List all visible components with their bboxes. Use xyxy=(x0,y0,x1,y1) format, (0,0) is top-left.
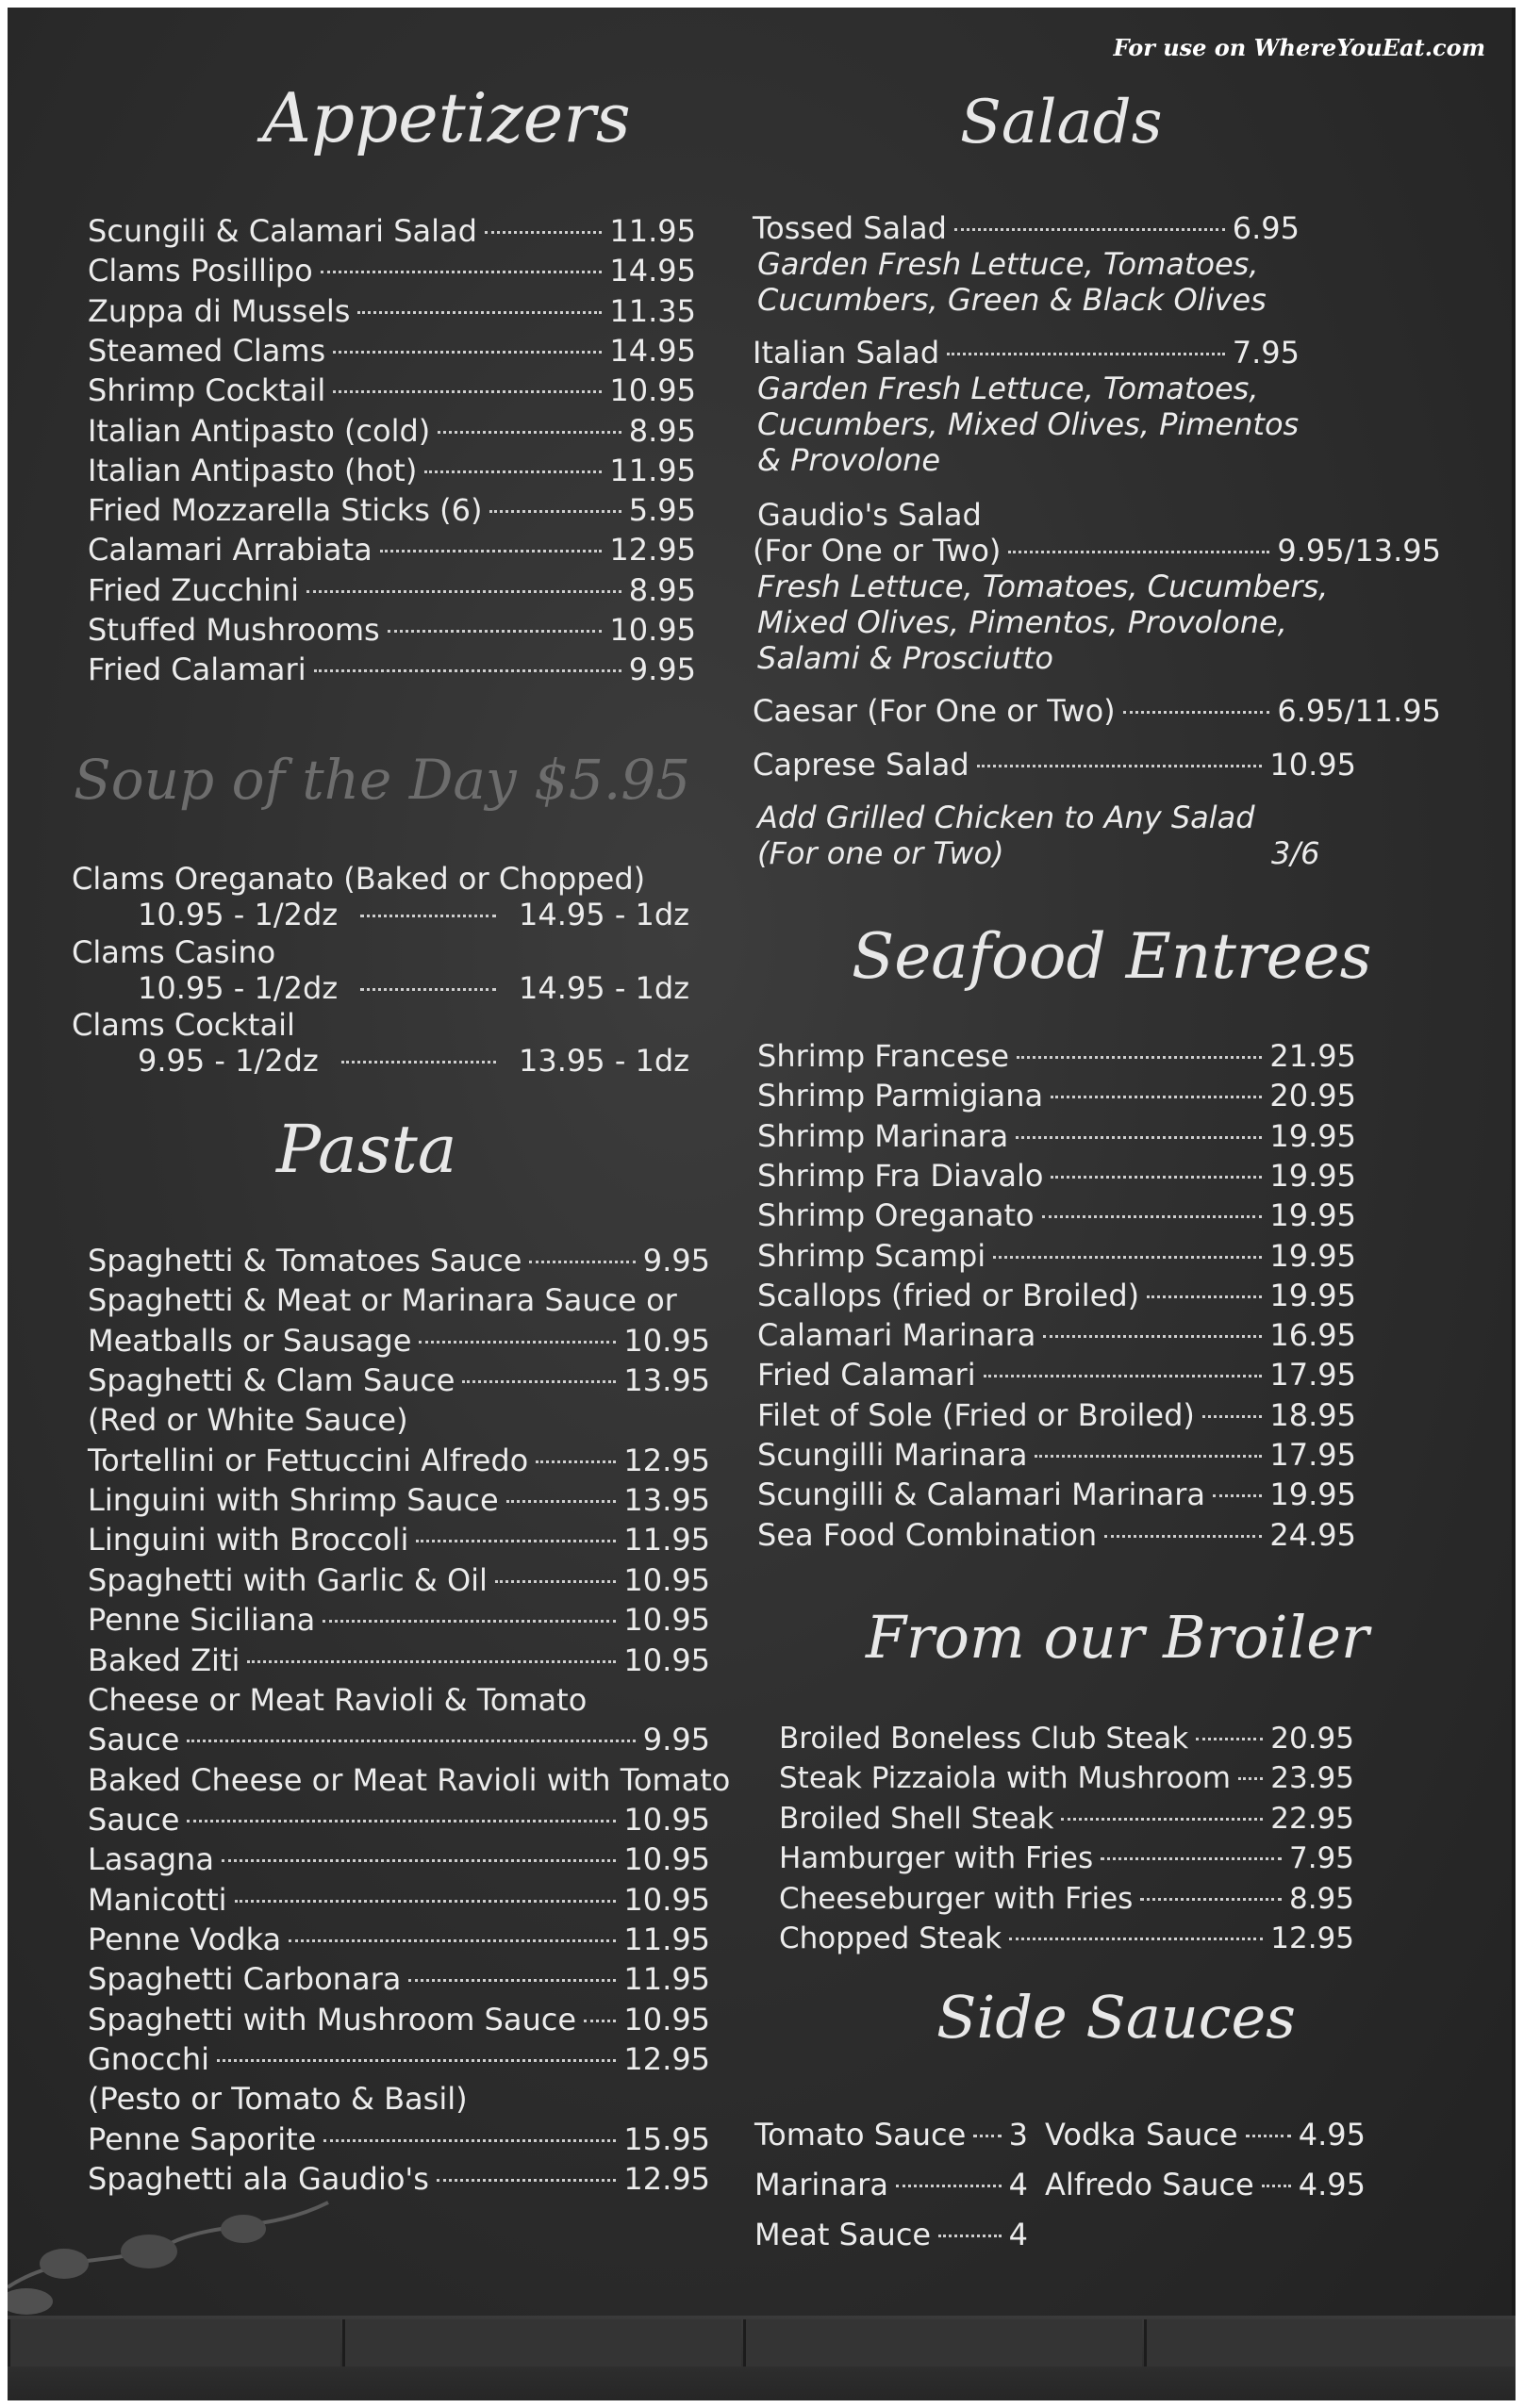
item-name: Broiled Shell Steak xyxy=(779,1801,1054,1836)
item-name: Stuffed Mushrooms xyxy=(88,612,380,648)
item-price: 17.95 xyxy=(1269,1357,1356,1394)
sauce-item xyxy=(754,2167,1028,2204)
item-price: 7.95 xyxy=(1232,335,1300,371)
item-price: 7.95 xyxy=(1288,1841,1354,1876)
salad-desc: Garden Fresh Lettuce, Tomatoes, xyxy=(757,371,1259,406)
leader-dots xyxy=(321,271,603,273)
clam-item-name: Clams Cocktail xyxy=(72,1007,295,1043)
appetizer-item xyxy=(88,572,696,610)
pasta-item xyxy=(88,1841,710,1879)
item-name: Shrimp Fra Diavalo xyxy=(757,1157,1044,1194)
leader-dots xyxy=(333,351,602,354)
item-name: Baked Cheese or Meat Ravioli with Tomato xyxy=(88,1761,731,1798)
leader-dots xyxy=(462,1380,616,1383)
leader-dots xyxy=(938,2235,1002,2237)
salad-desc: & Provolone xyxy=(757,442,941,478)
seafood-item xyxy=(757,1278,1356,1315)
item-price: 5.95 xyxy=(628,492,696,529)
leader-dots xyxy=(1017,1056,1262,1059)
pasta-item xyxy=(88,1362,710,1400)
appetizers-heading: Appetizers xyxy=(262,78,631,157)
seafood-item xyxy=(757,1397,1356,1435)
appetizer-item xyxy=(88,453,696,490)
pasta-item xyxy=(88,1921,710,1959)
item-price: 6.95 xyxy=(1232,210,1300,246)
item-price: 12.95 xyxy=(1270,1921,1354,1955)
pasta-item xyxy=(88,1443,710,1480)
item-name: Scallops (fried or Broiled) xyxy=(757,1277,1140,1313)
pasta-item xyxy=(88,1243,710,1280)
half-dozen-price: 9.95 - 1/2dz xyxy=(138,1043,319,1079)
leader-dots xyxy=(1101,1857,1282,1860)
item-name: Shrimp Parmigiana xyxy=(757,1078,1044,1114)
leader-dots xyxy=(993,1256,1262,1259)
seafood-item xyxy=(757,1517,1356,1555)
item-price: 6.95/11.95 xyxy=(1277,693,1441,729)
salad-desc: Mixed Olives, Pimentos, Provolone, xyxy=(757,604,1287,640)
leader-dots xyxy=(416,1540,616,1542)
item-name: Tomato Sauce xyxy=(754,2117,967,2152)
ivy-decoration-icon xyxy=(8,2146,347,2316)
item-name: Cheese or Meat Ravioli & Tomato xyxy=(88,1681,588,1718)
pasta-item xyxy=(88,1961,710,1999)
item-name: (For One or Two) xyxy=(753,533,1002,569)
item-name: Cheeseburger with Fries xyxy=(779,1881,1134,1916)
appetizer-item xyxy=(88,651,696,689)
item-price: 10.95 xyxy=(609,372,696,409)
item-price: 15.95 xyxy=(623,2120,710,2157)
item-price: 14.95 xyxy=(609,332,696,369)
salad-caesar xyxy=(753,693,1441,731)
pasta-item xyxy=(88,1482,710,1520)
item-price: 13.95 xyxy=(623,1362,710,1399)
appetizer-item xyxy=(88,213,696,251)
seafood-item xyxy=(757,1437,1356,1475)
broiler-heading: From our Broiler xyxy=(866,1603,1369,1672)
leader-dots xyxy=(323,1620,616,1623)
item-name: Shrimp Scampi xyxy=(757,1237,986,1274)
item-price: 20.95 xyxy=(1270,1722,1354,1756)
item-price: 24.95 xyxy=(1269,1516,1356,1553)
item-name: Sauce xyxy=(88,1722,180,1758)
pasta-item xyxy=(88,1722,710,1759)
item-name: Scungilli & Calamari Marinara xyxy=(757,1476,1206,1513)
appetizer-item xyxy=(88,532,696,569)
leader-dots xyxy=(529,1261,635,1263)
leader-dots xyxy=(536,1460,616,1463)
frame-plank xyxy=(743,2319,1142,2367)
pasta-item xyxy=(88,2081,710,2119)
leader-dots xyxy=(1035,1455,1262,1458)
item-price: 9.95 xyxy=(628,651,696,688)
item-price: 12.95 xyxy=(623,2161,710,2198)
appetizer-item xyxy=(88,253,696,290)
seafood-heading: Seafood Entrees xyxy=(852,920,1372,993)
item-price: 11.35 xyxy=(609,292,696,329)
item-name: Chopped Steak xyxy=(779,1921,1002,1955)
item-name: (Red or White Sauce) xyxy=(88,1402,408,1439)
leader-dots xyxy=(954,228,1225,231)
item-price: 8.95 xyxy=(628,571,696,608)
item-price: 11.95 xyxy=(623,1522,710,1559)
pasta-item xyxy=(88,1323,710,1361)
leader-dots xyxy=(584,2020,616,2022)
seafood-item xyxy=(757,1357,1356,1394)
item-name: Steak Pizzaiola with Mushroom xyxy=(779,1761,1231,1796)
item-price: 21.95 xyxy=(1269,1038,1356,1074)
item-name: Fried Zucchini xyxy=(88,571,300,608)
item-price: 19.95 xyxy=(1269,1237,1356,1274)
dozen-price: 14.95 - 1dz xyxy=(519,897,689,932)
pasta-item xyxy=(88,1602,710,1640)
item-name: Caesar (For One or Two) xyxy=(753,693,1116,729)
item-name: Marinara xyxy=(754,2167,888,2202)
broiler-item xyxy=(779,1921,1354,1959)
chalkboard-frame xyxy=(8,2316,1516,2400)
pasta-item xyxy=(88,2002,710,2039)
salad-desc: Salami & Prosciutto xyxy=(757,640,1053,676)
item-name: Steamed Clams xyxy=(88,332,326,369)
pasta-item xyxy=(88,2041,710,2079)
item-name: Zuppa di Mussels xyxy=(88,292,351,329)
leader-dots xyxy=(506,1500,617,1503)
item-name: Spaghetti with Garlic & Oil xyxy=(88,1561,488,1598)
item-name: Caprese Salad xyxy=(753,747,969,783)
leader-dots xyxy=(1238,1777,1263,1780)
item-price: 13.95 xyxy=(623,1482,710,1519)
seafood-item xyxy=(757,1317,1356,1355)
item-price: 19.95 xyxy=(1269,1476,1356,1513)
leader-dots xyxy=(289,1939,616,1942)
item-name: Spaghetti ala Gaudio's xyxy=(88,2161,429,2198)
item-price: 10.95 xyxy=(623,2001,710,2037)
item-name: Tossed Salad xyxy=(753,210,947,246)
leader-dots xyxy=(408,1979,616,1982)
item-price: 12.95 xyxy=(609,532,696,569)
leader-dots xyxy=(323,2139,616,2142)
item-name: Shrimp Marinara xyxy=(757,1117,1009,1154)
item-name: Italian Salad xyxy=(753,335,940,371)
leader-dots xyxy=(1104,1535,1262,1538)
appetizer-item xyxy=(88,333,696,371)
leader-dots xyxy=(1008,551,1269,553)
item-name: Broiled Boneless Club Steak xyxy=(779,1722,1189,1756)
sauce-item xyxy=(754,2217,1028,2254)
item-price: 11.95 xyxy=(623,1921,710,1957)
pasta-item xyxy=(88,1562,710,1600)
item-price: 11.95 xyxy=(609,213,696,249)
item-price: 18.95 xyxy=(1269,1396,1356,1433)
item-name: Penne Vodka xyxy=(88,1921,282,1957)
leader-dots xyxy=(947,353,1225,355)
salad-desc: Cucumbers, Green & Black Olives xyxy=(757,282,1267,318)
item-name: Italian Antipasto (hot) xyxy=(88,452,418,488)
item-name: Baked Ziti xyxy=(88,1641,240,1678)
item-name: Tortellini or Fettuccini Alfredo xyxy=(88,1442,529,1478)
leader-dots xyxy=(495,1580,616,1583)
salad-addon-sub: (For one or Two) xyxy=(757,835,1004,871)
item-name: Alfredo Sauce xyxy=(1045,2167,1254,2202)
item-name: Shrimp Cocktail xyxy=(88,372,326,409)
leader-dots xyxy=(1016,1136,1262,1139)
item-name: Spaghetti Carbonara xyxy=(88,1961,402,1998)
item-price: 4.95 xyxy=(1298,2117,1366,2152)
sauce-item xyxy=(1045,2117,1366,2154)
salads-heading: Salads xyxy=(960,88,1163,157)
salad-desc: Fresh Lettuce, Tomatoes, Cucumbers, xyxy=(757,569,1329,604)
item-price: 4 xyxy=(1008,2217,1028,2252)
pasta-item xyxy=(88,1522,710,1559)
leader-dots xyxy=(1042,1215,1263,1218)
item-price: 16.95 xyxy=(1269,1317,1356,1354)
item-name: Calamari Marinara xyxy=(757,1317,1036,1354)
seafood-item xyxy=(757,1118,1356,1156)
salad-addon: Add Grilled Chicken to Any Salad xyxy=(757,800,1255,835)
item-price: 8.95 xyxy=(628,412,696,449)
seafood-item xyxy=(757,1158,1356,1196)
sauce-item xyxy=(1045,2167,1366,2204)
item-name: Spaghetti with Mushroom Sauce xyxy=(88,2001,577,2037)
leader-dots xyxy=(1213,1494,1262,1497)
item-price: 14.95 xyxy=(609,253,696,289)
item-name: Filet of Sole (Fried or Broiled) xyxy=(757,1396,1195,1433)
broiler-item xyxy=(779,1761,1354,1799)
item-name: Sea Food Combination xyxy=(757,1516,1098,1553)
leader-dots xyxy=(222,1859,616,1862)
item-price: 10.95 xyxy=(623,1841,710,1878)
item-name: Gnocchi xyxy=(88,2041,210,2077)
dozen-price: 13.95 - 1dz xyxy=(519,1043,689,1079)
item-price: 12.95 xyxy=(623,2041,710,2077)
item-name: Fried Calamari xyxy=(88,651,306,688)
leader-dots xyxy=(360,988,496,991)
leader-dots xyxy=(1061,1818,1263,1821)
item-name: Shrimp Francese xyxy=(757,1038,1010,1074)
item-name: Calamari Arrabiata xyxy=(88,532,373,569)
appetizer-item xyxy=(88,612,696,650)
leader-dots xyxy=(973,2135,1001,2137)
salad-caprese xyxy=(753,747,1356,784)
appetizer-item xyxy=(88,293,696,331)
item-price: 12.95 xyxy=(623,1442,710,1478)
salad-italian xyxy=(753,335,1300,372)
pasta-item xyxy=(88,1882,710,1920)
item-name: Spaghetti & Meat or Marinara Sauce or xyxy=(88,1282,677,1319)
leader-dots xyxy=(1009,1938,1263,1940)
leader-dots xyxy=(424,470,602,473)
item-name: (Pesto or Tomato & Basil) xyxy=(88,2081,468,2118)
item-price: 10.95 xyxy=(623,1322,710,1359)
salad-desc: Cucumbers, Mixed Olives, Pimentos xyxy=(757,406,1300,442)
leader-dots xyxy=(187,1820,616,1822)
clam-prices xyxy=(138,970,689,1008)
dozen-price: 14.95 - 1dz xyxy=(519,969,689,1006)
item-name: Scungili & Calamari Salad xyxy=(88,213,477,249)
item-price: 19.95 xyxy=(1269,1277,1356,1313)
item-price: 4 xyxy=(1008,2167,1028,2202)
leader-dots xyxy=(187,1740,635,1742)
item-price: 10.95 xyxy=(623,1602,710,1639)
leader-dots xyxy=(977,765,1263,767)
item-price: 9.95 xyxy=(642,1722,710,1758)
seafood-item xyxy=(757,1078,1356,1115)
item-price: 11.95 xyxy=(623,1961,710,1998)
leader-dots xyxy=(438,431,621,434)
item-price: 10.95 xyxy=(623,1641,710,1678)
item-name: Manicotti xyxy=(88,1881,227,1918)
leader-dots xyxy=(1196,1738,1263,1740)
frame-plank xyxy=(342,2319,741,2367)
leader-dots xyxy=(388,630,603,633)
item-name: Clams Posillipo xyxy=(88,253,313,289)
leader-dots xyxy=(1262,2185,1291,2187)
pasta-item xyxy=(88,1282,710,1320)
clam-item-name: Clams Oreganato (Baked or Chopped) xyxy=(72,861,646,897)
item-price: 20.95 xyxy=(1269,1078,1356,1114)
item-name: Meat Sauce xyxy=(754,2217,932,2252)
leader-dots xyxy=(437,2179,617,2182)
frame-plank xyxy=(1144,2319,1515,2367)
leader-dots xyxy=(1051,1176,1262,1179)
item-price: 17.95 xyxy=(1269,1437,1356,1473)
salad-addon-price: 3/6 xyxy=(1271,835,1320,871)
item-price: 10.95 xyxy=(623,1561,710,1598)
salad-gaudio xyxy=(753,533,1441,570)
leader-dots xyxy=(984,1375,1263,1377)
credit-text: For use on WhereYouEat.com xyxy=(1113,34,1485,61)
pasta-item xyxy=(88,1642,710,1680)
pasta-heading: Pasta xyxy=(276,1111,457,1188)
leader-dots xyxy=(1043,1335,1262,1338)
item-name: Vodka Sauce xyxy=(1045,2117,1238,2152)
seafood-item xyxy=(757,1038,1356,1076)
item-price: 9.95 xyxy=(642,1243,710,1278)
chalkboard xyxy=(8,8,1516,2316)
item-price: 23.95 xyxy=(1270,1761,1354,1796)
clam-prices xyxy=(138,897,689,934)
leader-dots xyxy=(247,1660,616,1663)
item-name: Fried Calamari xyxy=(757,1357,976,1394)
item-name: Lasagna xyxy=(88,1841,214,1878)
item-name: Sauce xyxy=(88,1801,180,1838)
salad-gaudio-name: Gaudio's Salad xyxy=(757,497,982,533)
item-name: Italian Antipasto (cold) xyxy=(88,412,431,449)
item-price: 19.95 xyxy=(1269,1197,1356,1234)
item-name: Spaghetti & Tomatoes Sauce xyxy=(88,1243,522,1278)
pasta-item xyxy=(88,1761,731,1800)
leader-dots xyxy=(314,669,621,672)
item-price: 9.95/13.95 xyxy=(1277,533,1441,569)
leader-dots xyxy=(419,1341,616,1344)
soup-heading: Soup of the Day $5.95 xyxy=(74,748,691,812)
frame-plank xyxy=(8,2319,340,2367)
salad-desc: Garden Fresh Lettuce, Tomatoes, xyxy=(757,246,1259,282)
item-name: Meatballs or Sausage xyxy=(88,1322,412,1359)
item-name: Linguini with Shrimp Sauce xyxy=(88,1482,499,1519)
leader-dots xyxy=(1246,2135,1291,2137)
leader-dots xyxy=(333,390,602,393)
leader-dots xyxy=(380,550,603,553)
item-price: 10.95 xyxy=(1269,747,1356,783)
salad-tossed xyxy=(753,210,1300,248)
clam-prices xyxy=(138,1043,689,1080)
item-price: 4.95 xyxy=(1298,2167,1366,2202)
half-dozen-price: 10.95 - 1/2dz xyxy=(138,897,339,932)
clam-item-name: Clams Casino xyxy=(72,933,276,970)
sauces-heading: Side Sauces xyxy=(936,1983,1296,2052)
half-dozen-price: 10.95 - 1/2dz xyxy=(138,969,339,1006)
item-price: 10.95 xyxy=(609,612,696,648)
seafood-item xyxy=(757,1476,1356,1514)
item-name: Linguini with Broccoli xyxy=(88,1522,409,1559)
broiler-item xyxy=(779,1841,1354,1879)
broiler-item xyxy=(779,1802,1354,1839)
pasta-item xyxy=(88,1802,710,1839)
leader-dots xyxy=(341,1061,496,1064)
item-name: Spaghetti & Clam Sauce xyxy=(88,1362,456,1399)
leader-dots xyxy=(235,1900,617,1903)
item-name: Hamburger with Fries xyxy=(779,1841,1094,1876)
item-price: 8.95 xyxy=(1288,1881,1354,1916)
leader-dots xyxy=(485,231,602,234)
item-name: Fried Mozzarella Sticks (6) xyxy=(88,492,483,529)
pasta-item xyxy=(88,1682,710,1720)
leader-dots xyxy=(1123,711,1270,714)
leader-dots xyxy=(1147,1295,1262,1298)
broiler-item xyxy=(779,1882,1354,1920)
item-price: 19.95 xyxy=(1269,1157,1356,1194)
item-price: 11.95 xyxy=(609,452,696,488)
item-price: 10.95 xyxy=(623,1801,710,1838)
leader-dots xyxy=(489,510,621,513)
item-price: 10.95 xyxy=(623,1881,710,1918)
item-name: Penne Saporite xyxy=(88,2120,317,2157)
appetizer-item xyxy=(88,372,696,410)
item-price: 22.95 xyxy=(1270,1801,1354,1836)
item-price: 3 xyxy=(1008,2117,1028,2152)
leader-dots xyxy=(896,2185,1002,2187)
leader-dots xyxy=(357,311,602,314)
seafood-item xyxy=(757,1197,1356,1235)
seafood-item xyxy=(757,1238,1356,1276)
leader-dots xyxy=(306,590,621,593)
leader-dots xyxy=(217,2059,616,2062)
leader-dots xyxy=(1202,1415,1263,1418)
appetizer-item xyxy=(88,413,696,451)
appetizer-item xyxy=(88,492,696,530)
item-name: Penne Siciliana xyxy=(88,1602,316,1639)
leader-dots xyxy=(360,915,496,917)
item-name: Scungilli Marinara xyxy=(757,1437,1028,1473)
pasta-item xyxy=(88,1402,710,1440)
sauce-item xyxy=(754,2117,1028,2154)
item-price: 19.95 xyxy=(1269,1117,1356,1154)
leader-dots xyxy=(1051,1096,1262,1098)
item-name: Shrimp Oreganato xyxy=(757,1197,1035,1234)
broiler-item xyxy=(779,1722,1354,1759)
leader-dots xyxy=(1140,1898,1282,1901)
